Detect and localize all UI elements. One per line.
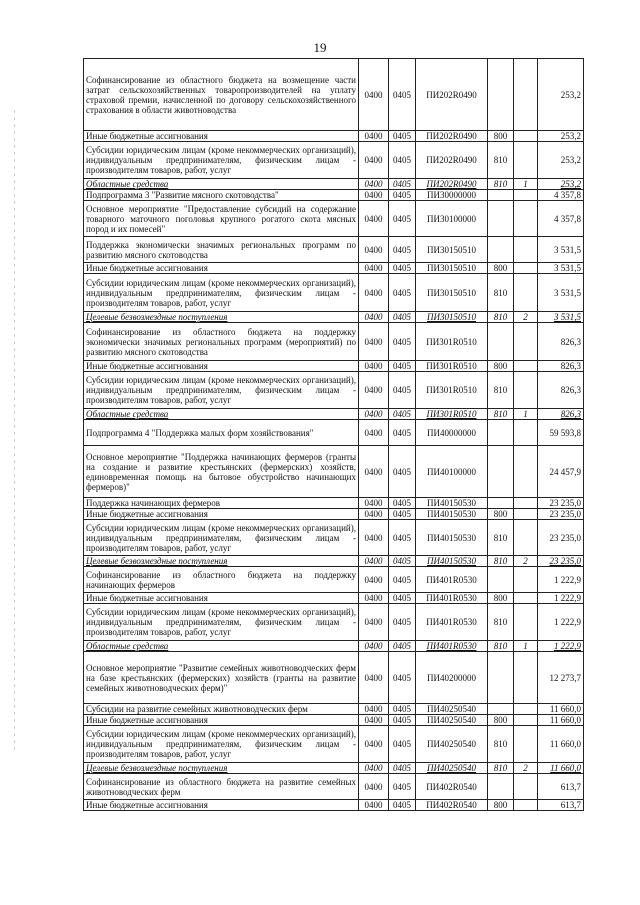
cell-subsection-code: 0405 [389,715,416,726]
cell-expense-type: 810 [488,604,514,641]
cell-amount: 23 235,0 [538,509,584,520]
cell-subsection-code: 0405 [389,520,416,556]
cell-funding-source [514,652,538,704]
cell-name: Субсидии юридическим лицам (кроме некоммерческих организаций), индивидуальным предпринимателям, физическим лицам - производителям товаров, работ, услуг [84,274,359,312]
cell-funding-source [514,237,538,263]
table-row [84,59,584,131]
cell-target-article: ПИ402R0540 [416,800,488,811]
cell-subsection-code: 0405 [389,774,416,800]
cell-section-code: 0400 [359,774,389,800]
cell-section-code: 0400 [359,190,389,201]
cell-amount: 613,7 [538,774,584,800]
budget-table-container [83,58,583,811]
cell-subsection-code: 0405 [389,763,416,774]
cell-expense-type: 810 [488,726,514,763]
cell-amount: 1 222,9 [538,604,584,641]
cell-funding-source: 2 [514,556,538,567]
cell-funding-source [514,190,538,201]
cell-name: Иные бюджетные ассигнования [84,361,359,372]
cell-expense-type [488,201,514,237]
cell-subsection-code: 0405 [389,409,416,420]
cell-amount: 23 235,0 [538,498,584,509]
cell-section-code: 0400 [359,726,389,763]
cell-target-article: ПИ40150530 [416,556,488,567]
budget-table [83,58,584,811]
cell-subsection-code: 0405 [389,498,416,509]
cell-target-article: ПИ401R0530 [416,641,488,652]
cell-section-code: 0400 [359,237,389,263]
cell-amount: 3 531,5 [538,237,584,263]
cell-name: Софинансирование из областного бюджета на возмещение части затрат сельскохозяйственных товаропроизводителей на уплату страховой премии, начисленной по договору сельскохозяйственного страхования в области животноводства [84,59,359,131]
cell-funding-source [514,604,538,641]
cell-name: Основное мероприятие "Развитие семейных животноводческих ферм на базе крестьянских (фермерских) хозяйств (гранты на развитие семейных животноводческих ферм)" [84,652,359,704]
cell-funding-source [514,131,538,142]
cell-target-article: ПИ401R0530 [416,567,488,593]
cell-funding-source [514,372,538,409]
cell-funding-source [514,593,538,604]
cell-expense-type: 810 [488,179,514,190]
cell-funding-source [514,800,538,811]
cell-target-article: ПИ202R0490 [416,179,488,190]
cell-target-article: ПИ402R0540 [416,774,488,800]
cell-expense-type: 810 [488,556,514,567]
cell-funding-source [514,361,538,372]
cell-name: Субсидии юридическим лицам (кроме некоммерческих организаций), индивидуальным предпринимателям, физическим лицам - производителям товаров, работ, услуг [84,726,359,763]
cell-target-article: ПИ40250540 [416,763,488,774]
cell-name: Софинансирование из областного бюджета на поддержку экономически значимых региональных программ (мероприятий) по развитию мясного скотоводства [84,323,359,361]
cell-subsection-code: 0405 [389,604,416,641]
cell-name: Целевые безвозмездные поступления [84,763,359,774]
cell-name: Иные бюджетные ассигнования [84,593,359,604]
cell-funding-source [514,704,538,715]
cell-target-article: ПИ30100000 [416,201,488,237]
cell-name: Субсидии юридическим лицам (кроме некоммерческих организаций), индивидуальным предпринимателям, физическим лицам - производителям товаров, работ, услуг [84,372,359,409]
table-row [84,704,584,715]
cell-funding-source [514,263,538,274]
table-row [84,556,584,567]
cell-target-article: ПИ40150530 [416,509,488,520]
cell-name: Основное мероприятие "Предоставление субсидий на содержание товарного маточного поголовья крупного рогатого скота мясных пород и их помесей" [84,201,359,237]
cell-funding-source [514,498,538,509]
table-row [84,190,584,201]
cell-section-code: 0400 [359,274,389,312]
cell-subsection-code: 0405 [389,237,416,263]
cell-section-code: 0400 [359,652,389,704]
table-row [84,567,584,593]
budget-table-body [84,59,584,811]
cell-funding-source: 1 [514,409,538,420]
cell-section-code: 0400 [359,372,389,409]
table-row [84,652,584,704]
cell-amount: 24 457,9 [538,446,584,498]
cell-name: Субсидии юридическим лицам (кроме некоммерческих организаций), индивидуальным предпринимателям, физическим лицам - производителям товаров, работ, услуг [84,604,359,641]
table-row [84,142,584,179]
cell-funding-source: 1 [514,179,538,190]
table-row [84,263,584,274]
table-row [84,593,584,604]
cell-expense-type [488,59,514,131]
cell-funding-source [514,520,538,556]
cell-subsection-code: 0405 [389,274,416,312]
cell-target-article: ПИ30150510 [416,274,488,312]
cell-name: Иные бюджетные ассигнования [84,131,359,142]
cell-amount: 4 357,8 [538,201,584,237]
cell-subsection-code: 0405 [389,641,416,652]
cell-target-article: ПИ401R0530 [416,593,488,604]
cell-section-code: 0400 [359,323,389,361]
cell-amount: 253,2 [538,179,584,190]
cell-amount: 1 222,9 [538,641,584,652]
cell-subsection-code: 0405 [389,446,416,498]
cell-section-code: 0400 [359,420,389,446]
cell-amount: 4 357,8 [538,190,584,201]
table-row [84,774,584,800]
cell-name: Целевые безвозмездные поступления [84,556,359,567]
cell-name: Субсидии на развитие семейных животноводческих ферм [84,704,359,715]
cell-funding-source: 1 [514,641,538,652]
cell-target-article: ПИ30000000 [416,190,488,201]
table-row [84,420,584,446]
cell-expense-type [488,652,514,704]
cell-funding-source: 2 [514,763,538,774]
cell-target-article: ПИ40250540 [416,726,488,763]
cell-expense-type [488,190,514,201]
cell-section-code: 0400 [359,201,389,237]
table-row [84,179,584,190]
cell-funding-source [514,274,538,312]
cell-expense-type [488,420,514,446]
cell-funding-source [514,59,538,131]
cell-expense-type: 800 [488,131,514,142]
cell-target-article: ПИ40150530 [416,520,488,556]
cell-name: Областные средства [84,641,359,652]
cell-name: Целевые безвозмездные поступления [84,312,359,323]
cell-section-code: 0400 [359,556,389,567]
table-row [84,726,584,763]
cell-expense-type: 800 [488,509,514,520]
cell-section-code: 0400 [359,142,389,179]
cell-expense-type: 810 [488,372,514,409]
cell-subsection-code: 0405 [389,420,416,446]
table-row [84,604,584,641]
cell-funding-source [514,726,538,763]
cell-name: Иные бюджетные ассигнования [84,715,359,726]
table-row [84,274,584,312]
cell-section-code: 0400 [359,59,389,131]
cell-target-article: ПИ301R0510 [416,372,488,409]
cell-name: Подпрограмма 4 "Поддержка малых форм хозяйствования" [84,420,359,446]
cell-expense-type [488,446,514,498]
cell-amount: 826,3 [538,409,584,420]
cell-subsection-code: 0405 [389,800,416,811]
cell-section-code: 0400 [359,593,389,604]
cell-subsection-code: 0405 [389,323,416,361]
cell-target-article: ПИ401R0530 [416,604,488,641]
cell-subsection-code: 0405 [389,556,416,567]
cell-funding-source [514,142,538,179]
table-row [84,201,584,237]
table-row [84,361,584,372]
cell-amount: 12 273,7 [538,652,584,704]
cell-subsection-code: 0405 [389,190,416,201]
cell-name: Софинансирование из областного бюджета на поддержку начинающих фермеров [84,567,359,593]
table-row [84,715,584,726]
cell-section-code: 0400 [359,131,389,142]
table-row [84,800,584,811]
cell-target-article: ПИ40150530 [416,498,488,509]
table-row [84,131,584,142]
table-row [84,409,584,420]
cell-amount: 253,2 [538,131,584,142]
cell-target-article: ПИ30150510 [416,237,488,263]
cell-target-article: ПИ30150510 [416,263,488,274]
table-row [84,323,584,361]
cell-funding-source [514,201,538,237]
cell-subsection-code: 0405 [389,312,416,323]
cell-target-article: ПИ40200000 [416,652,488,704]
cell-subsection-code: 0405 [389,567,416,593]
cell-target-article: ПИ30150510 [416,312,488,323]
cell-target-article: ПИ40000000 [416,420,488,446]
cell-amount: 23 235,0 [538,556,584,567]
cell-name: Областные средства [84,409,359,420]
cell-expense-type: 810 [488,274,514,312]
table-row [84,509,584,520]
page-number: 19 [313,40,327,55]
cell-amount: 11 660,0 [538,704,584,715]
table-row [84,520,584,556]
cell-funding-source [514,567,538,593]
cell-target-article: ПИ301R0510 [416,361,488,372]
table-row [84,641,584,652]
cell-subsection-code: 0405 [389,652,416,704]
cell-section-code: 0400 [359,409,389,420]
cell-section-code: 0400 [359,179,389,190]
cell-subsection-code: 0405 [389,131,416,142]
cell-target-article: ПИ202R0490 [416,131,488,142]
cell-name: Поддержка начинающих фермеров [84,498,359,509]
cell-name: Софинансирование из областного бюджета на развитие семейных животноводческих ферм [84,774,359,800]
cell-expense-type: 800 [488,800,514,811]
cell-subsection-code: 0405 [389,372,416,409]
cell-funding-source [514,509,538,520]
cell-expense-type [488,237,514,263]
cell-section-code: 0400 [359,704,389,715]
table-row [84,237,584,263]
cell-target-article: ПИ202R0490 [416,59,488,131]
cell-subsection-code: 0405 [389,263,416,274]
cell-subsection-code: 0405 [389,704,416,715]
cell-amount: 23 235,0 [538,520,584,556]
cell-section-code: 0400 [359,446,389,498]
cell-subsection-code: 0405 [389,201,416,237]
cell-expense-type [488,774,514,800]
cell-target-article: ПИ40100000 [416,446,488,498]
cell-expense-type: 800 [488,361,514,372]
cell-target-article: ПИ40250540 [416,715,488,726]
cell-amount: 1 222,9 [538,593,584,604]
cell-subsection-code: 0405 [389,142,416,179]
cell-section-code: 0400 [359,604,389,641]
cell-amount: 3 531,5 [538,274,584,312]
cell-funding-source: 2 [514,312,538,323]
cell-name: Иные бюджетные ассигнования [84,800,359,811]
cell-name: Иные бюджетные ассигнования [84,263,359,274]
scan-edge-artifact [14,110,15,750]
cell-section-code: 0400 [359,509,389,520]
cell-amount: 253,2 [538,142,584,179]
cell-section-code: 0400 [359,567,389,593]
cell-expense-type [488,323,514,361]
cell-name: Поддержка экономически значимых региональных программ по развитию мясного скотоводства [84,237,359,263]
cell-expense-type: 810 [488,520,514,556]
cell-expense-type: 810 [488,763,514,774]
cell-name: Областные средства [84,179,359,190]
cell-subsection-code: 0405 [389,593,416,604]
cell-expense-type [488,704,514,715]
cell-amount: 11 660,0 [538,763,584,774]
cell-funding-source [514,323,538,361]
cell-expense-type: 800 [488,715,514,726]
cell-name: Субсидии юридическим лицам (кроме некоммерческих организаций), индивидуальным предпринимателям, физическим лицам - производителям товаров, работ, услуг [84,142,359,179]
cell-amount: 826,3 [538,361,584,372]
cell-target-article: ПИ301R0510 [416,409,488,420]
cell-section-code: 0400 [359,498,389,509]
cell-section-code: 0400 [359,715,389,726]
cell-section-code: 0400 [359,641,389,652]
cell-amount: 11 660,0 [538,715,584,726]
cell-section-code: 0400 [359,800,389,811]
cell-target-article: ПИ202R0490 [416,142,488,179]
cell-expense-type: 810 [488,641,514,652]
cell-funding-source [514,420,538,446]
table-row [84,498,584,509]
cell-subsection-code: 0405 [389,509,416,520]
table-row [84,763,584,774]
cell-name: Иные бюджетные ассигнования [84,509,359,520]
cell-name: Субсидии юридическим лицам (кроме некоммерческих организаций), индивидуальным предпринимателям, физическим лицам - производителям товаров, работ, услуг [84,520,359,556]
cell-amount: 59 593,8 [538,420,584,446]
cell-expense-type: 810 [488,312,514,323]
cell-subsection-code: 0405 [389,59,416,131]
cell-amount: 1 222,9 [538,567,584,593]
table-row [84,312,584,323]
cell-amount: 3 531,5 [538,312,584,323]
cell-amount: 826,3 [538,323,584,361]
cell-section-code: 0400 [359,361,389,372]
cell-subsection-code: 0405 [389,179,416,190]
cell-target-article: ПИ301R0510 [416,323,488,361]
cell-funding-source [514,446,538,498]
cell-amount: 613,7 [538,800,584,811]
cell-amount: 826,3 [538,372,584,409]
cell-funding-source [514,774,538,800]
cell-expense-type: 810 [488,142,514,179]
cell-section-code: 0400 [359,263,389,274]
cell-expense-type [488,498,514,509]
cell-subsection-code: 0405 [389,726,416,763]
cell-amount: 11 660,0 [538,726,584,763]
cell-expense-type: 800 [488,263,514,274]
cell-expense-type: 800 [488,593,514,604]
cell-subsection-code: 0405 [389,361,416,372]
cell-target-article: ПИ40250540 [416,704,488,715]
cell-section-code: 0400 [359,763,389,774]
cell-name: Подпрограмма 3 "Развитие мясного скотоводства" [84,190,359,201]
cell-expense-type [488,567,514,593]
cell-expense-type: 810 [488,409,514,420]
cell-section-code: 0400 [359,312,389,323]
cell-amount: 3 531,5 [538,263,584,274]
cell-amount: 253,2 [538,59,584,131]
table-row [84,446,584,498]
cell-section-code: 0400 [359,520,389,556]
table-row [84,372,584,409]
cell-funding-source [514,715,538,726]
cell-name: Основное мероприятие "Поддержка начинающих фермеров (гранты на создание и развитие крестьянских (фермерских) хозяйств, единовременная помощь на бытовое обустройство начинающих фермеров)" [84,446,359,498]
